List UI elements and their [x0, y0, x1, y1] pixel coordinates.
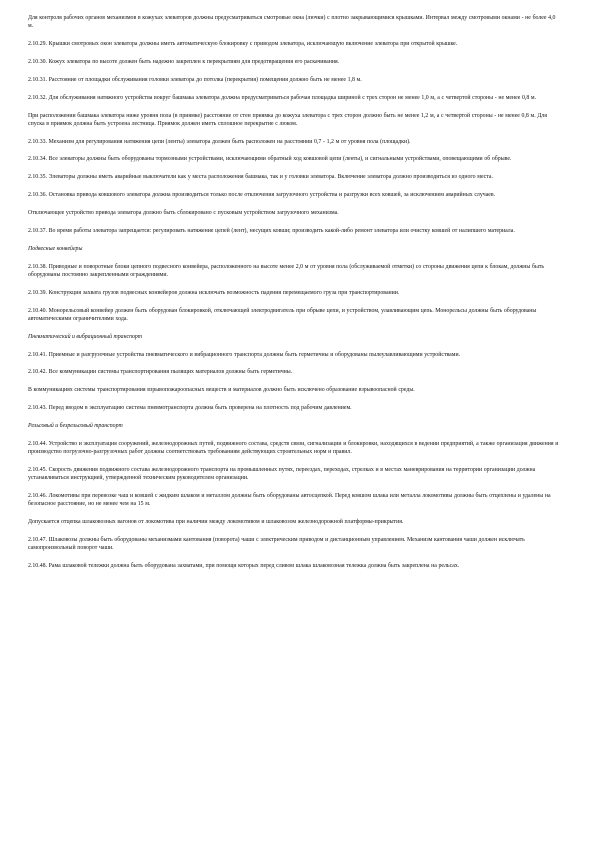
paragraph: 2.10.30. Кожух элеватора по высоте должен быть надежно закреплен к перекрытиям для предотвращения его раскачивания. [28, 58, 340, 65]
paragraph: 2.10.29. Крышки смотровых окон элеватора должны иметь автоматическую блокировку с приводом элеватора, исключающую включение элеватора при открытой крышке. [28, 40, 458, 47]
paragraph: 2.10.44. Устройство и эксплуатация сооружений, железнодорожных путей, подвижного состава, средств связи, сигнализации и блокировки, находящихся в ведении предприятий, а также организация движения и производство погрузочно-разгрузочных работ должны соответствовать требованиям действующих строительных норм и правил. [28, 440, 559, 456]
paragraph: В коммуникациях системы транспортирования взрывопожароопасных веществ и материалов должно быть исключено образование взрывоопасной среды. [28, 387, 415, 394]
paragraph: 2.10.41. Приемные и разгрузочные устройства пневматического и вибрационного транспорта должны быть герметичны и оборудованы пылеулавливающими устройствами. [28, 351, 461, 358]
section-heading: Подвесные конвейеры [28, 245, 83, 252]
paragraph: При расположении башмака элеватора ниже уровня пола (в приямке) расстояние от стен приямка до кожуха элеватора с трех сторон должно быть не менее 1,2 м, а с четвертой стороны - не менее 0,8 м. Для спуска в приямок должна быть устроена лестница. Приямок должен иметь сплошное перекрытие с люком. [28, 112, 547, 127]
paragraph: 2.10.43. Перед вводом в эксплуатацию система пневмотранспорта должна быть проверена на плотность под рабочим давлением. [28, 405, 352, 412]
paragraph: 2.10.32. Для обслуживания натяжного устройства вокруг башмака элеватора должна предусматриваться рабочая площадка шириной с трех сторон не менее 1,0 м, а с четвертой стороны - не менее 0,8 м. [28, 94, 537, 101]
paragraph: 2.10.31. Расстояние от площадки обслуживания головки элеватора до потолка (перекрытия) помещения должно быть не менее 1,8 м. [28, 76, 362, 83]
paragraph: 2.10.48. Рама шлаковой тележки должна быть оборудована захватами, при помощи которых перед сливом шлака шлаковозная тележка должна быть закреплена на рельсах. [28, 562, 460, 569]
paragraph: Отключающее устройство привода элеватора должно быть сблокировано с пусковым устройством загрузочного механизма. [28, 210, 339, 217]
paragraph: 2.10.47. Шлаковозы должны быть оборудованы механизмами кантования (поворота) чаши с электрическим приводом и дистанционным управлением. Механизм кантования чаши должен исключать самопроизвольный поворот чаши. [28, 536, 525, 551]
section-heading: Пневматический и вибрационный транспорт [28, 333, 142, 340]
paragraph: 2.10.42. Все коммуникации системы транспортирования пылящих материалов должны быть герметичны. [28, 369, 293, 376]
paragraph: 2.10.38. Приводные и поворотные блоки цепного подвесного конвейера, расположенного на высоте менее 2,0 м от уровня пола (обслуживаемой отметки) со стороны движения цепи к блокам, должны быть оборудованы постоянно закрепленными ограждениями. [28, 263, 545, 278]
document-page [28, 14, 562, 580]
paragraph: 2.10.45. Скорость движения подвижного состава железнодорожного транспорта на промышленных путях, переездах, переходах, стрелках и в местах маневрирования на территории организации должна устанавливаться инструкцией, утвержденной техническим руководителем организации. [28, 466, 536, 482]
paragraph: 2.10.39. Конструкция захвата грузов подвесных конвейеров должна исключать возможность падения перемещаемого груза при транспортировании. [28, 289, 400, 296]
paragraph: 2.10.33. Механизм для регулирования натяжения цепи (ленты) элеватора должен быть расположен на расстоянии 0,7 - 1,2 м от уровня пола (площадки). [28, 138, 411, 145]
paragraph: 2.10.46. Локомотивы при перевозке чаш и ковшей с жидким шлаком и металлом должны быть оборудованы автосцепкой. Перед ковшом шлака или металла локомотивы должны быть отцеплены и удалены на безопасное расстояние, но не менее чем на 15 м. [28, 492, 551, 508]
section-heading: Рельсовый и безрельсовый транспорт [28, 423, 123, 430]
paragraph: Для контроля рабочих органов механизмов в кожухах элеваторов должны предусматриваться смотровые окна (лючки) с плотно закрывающимися крышками. Интервал между смотровыми окнами - не более 4,0 м. [28, 15, 556, 30]
paragraph: 2.10.34. Все элеваторы должны быть оборудованы тормозными устройствами, исключающими обратный ход ковшовой цепи (ленты), и сигнальными устройствами, оповещающими об обрыве. [28, 156, 512, 163]
paragraph: 2.10.36. Остановка привода ковшового элеватора должна производиться только после отключения загрузочного устройства и разгрузки всех ковшей, за исключением аварийных случаев. [28, 192, 496, 199]
paragraph: 2.10.35. Элеваторы должны иметь аварийные выключатели как у места расположения башмака, так и у головки элеватора. Включение элеватора должно производиться из одного места. [28, 174, 493, 181]
paragraph: Допускается отцепка шлаковозных вагонов от локомотива при наличии между локомотивом и шлаковозом железнодорожной платформы-прикрытия. [28, 518, 404, 525]
paragraph: 2.10.40. Монорельсовый конвейер должен быть оборудован блокировкой, отключающей электродвигатель при обрыве цепи, и устройством, улавливающим цепь. Монорельсы должны быть оборудованы автоматическими ограничителями хода. [28, 307, 537, 322]
paragraph: 2.10.37. Во время работы элеватора запрещается: регулировать натяжение цепей (лент), несущих ковши; производить какой-либо ремонт элеватора или очистку ковшей от налипшего материала. [28, 227, 515, 234]
